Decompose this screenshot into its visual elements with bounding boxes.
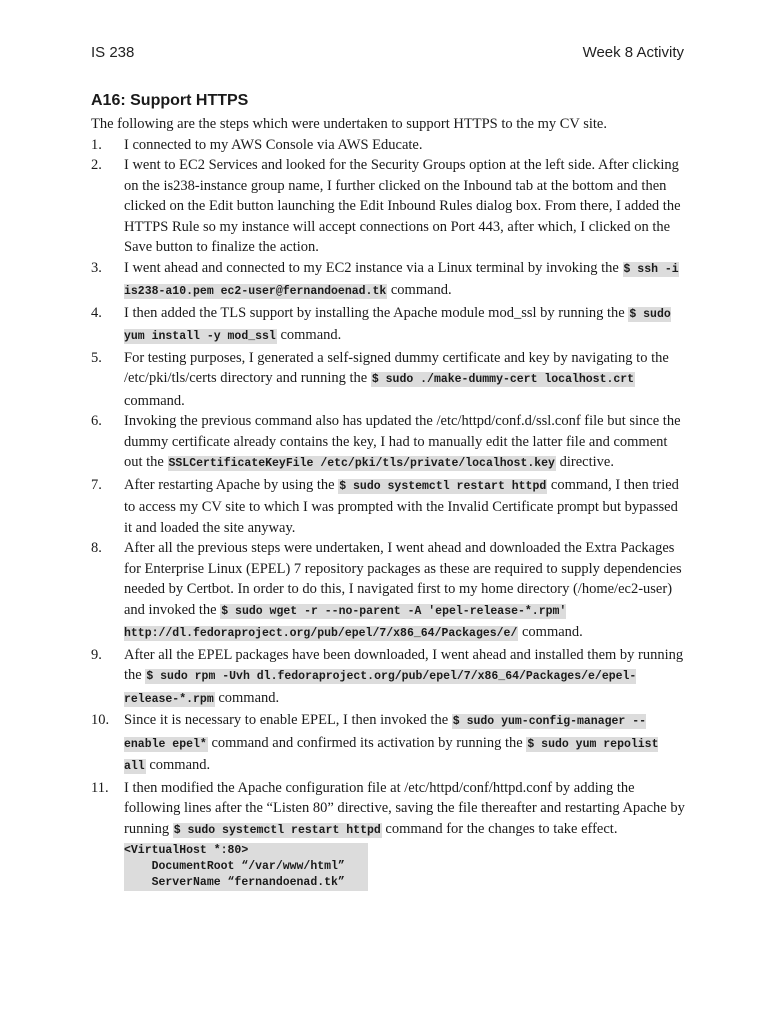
inline-command: $ sudo ./make-dummy-cert localhost.crt — [371, 373, 635, 386]
step-item — [91, 538, 687, 645]
step-item — [91, 411, 687, 475]
step-text: For testing purposes, I generated a self-signed dummy certificate and key by navigating to the /etc/pki/tls/certs directory and running the — [124, 349, 669, 386]
step-item — [91, 348, 687, 412]
step-item — [91, 645, 687, 711]
step-text: After all the previous steps were undertaken, I went ahead and downloaded the Extra Packages for Enterprise Linux (EPEL) 7 repository packages as these are required to supply dependencies needed by Certbot. In order to do this, I navigated first to my home directory (/home/ec2-user) and invoked the — [124, 540, 682, 618]
inline-command: $ ssh -i is238-a10.pem ec2-user@fernandoenad.tk — [124, 262, 679, 298]
code-line: <VirtualHost *:80> — [124, 843, 368, 859]
page-header — [91, 44, 684, 61]
steps-list — [91, 135, 687, 842]
step-text: After restarting Apache by using the — [124, 476, 339, 493]
code-block — [124, 843, 368, 891]
step-text: command, I then tried to access my CV site to which I was prompted with the Invalid Certificate prompt but bypassed it and loaded the site anyway. — [124, 476, 679, 536]
step-text: I then added the TLS support by installing the Apache module mod_ssl by running the — [124, 304, 629, 321]
step-item — [91, 475, 687, 539]
code-line: DocumentRoot “/var/www/html” — [124, 859, 368, 875]
step-item — [91, 303, 687, 348]
step-text: I then modified the Apache configuration file at /etc/httpd/conf/httpd.conf by adding the following lines after the “Listen 80” directive, saving the file thereafter and restarting Apache by running — [124, 779, 685, 837]
step-text: directive. — [555, 454, 614, 470]
step-text: I went ahead and connected to my EC2 instance via a Linux terminal by invoking the — [124, 259, 623, 276]
inline-command: $ sudo systemctl restart httpd — [173, 823, 381, 837]
step-item — [91, 258, 687, 303]
code-line: ServerName “fernandoenad.tk” — [124, 875, 368, 891]
step-text: Since it is necessary to enable EPEL, I then invoked the — [124, 712, 452, 728]
step-text: command. — [518, 624, 583, 640]
step-number: 2. — [91, 157, 102, 173]
step-number: 1. — [91, 136, 102, 153]
step-text: command for the changes to take effect. — [381, 820, 618, 837]
inline-command: $ sudo systemctl restart httpd — [339, 479, 547, 493]
activity-label: Week 8 Activity — [582, 44, 684, 61]
step-text: command. — [276, 327, 342, 343]
inline-command: $ sudo yum repolist all — [124, 737, 659, 773]
step-item — [91, 778, 687, 842]
step-text: command. — [124, 392, 185, 409]
step-number: 7. — [91, 476, 102, 493]
section-title: A16: Support HTTPS — [91, 92, 249, 109]
inline-command: $ sudo rpm -Uvh dl.fedoraproject.org/pub/epel/7/x86_64/Packages/e/epel-release-*.rpm — [124, 670, 637, 706]
step-number: 4. — [91, 304, 102, 321]
inline-command: $ sudo yum-config-manager --enable epel* — [124, 715, 647, 751]
step-number: 10. — [91, 712, 110, 728]
inline-command: SSLCertificateKeyFile /etc/pki/tls/private/localhost.key — [168, 457, 555, 470]
step-text: After all the EPEL packages have been downloaded, I went ahead and installed them by running the — [124, 646, 684, 683]
step-number: 5. — [91, 349, 102, 366]
step-text: command. — [387, 282, 452, 298]
step-number: 3. — [91, 259, 102, 276]
intro-paragraph: The following are the steps which were undertaken to support HTTPS to the my CV site. — [91, 116, 607, 132]
inline-command: $ sudo yum install -y mod_ssl — [124, 307, 671, 343]
step-number: 11. — [91, 779, 109, 796]
document-body — [91, 92, 687, 891]
step-item — [91, 135, 687, 156]
inline-command: $ sudo wget -r --no-parent -A 'epel-release-*.rpm' http://dl.fedoraproject.org/pub/epel/7/x86_64/Packages/e/ — [124, 604, 567, 640]
step-item — [91, 155, 687, 258]
step-text: command. — [214, 689, 280, 706]
step-text: command and confirmed its activation by running the — [207, 734, 527, 751]
step-text: I connected to my AWS Console via AWS Educate. — [124, 136, 423, 153]
step-number: 6. — [91, 413, 102, 429]
step-number: 9. — [91, 646, 102, 663]
step-text: command. — [145, 757, 211, 773]
step-item — [91, 710, 687, 778]
course-code: IS 238 — [91, 44, 135, 61]
step-text: I went to EC2 Services and looked for the Security Groups option at the left side. After clicking on the is238-instance group name, I further clicked on the Inbound tab at the bottom and then clicked on the Edit button launching the Edit Inbound Rules dialog box. From there, I added the HTTPS Rule so my instance will accept connections on Port 443, after which, I clicked on the Save button to finalize the action. — [124, 157, 681, 255]
step-text: Invoking the previous command also has updated the /etc/httpd/conf.d/ssl.conf file but since the dummy certificate already contains the key, I had to manually edit the latter file and comment out the — [124, 413, 681, 470]
step-number: 8. — [91, 540, 102, 556]
